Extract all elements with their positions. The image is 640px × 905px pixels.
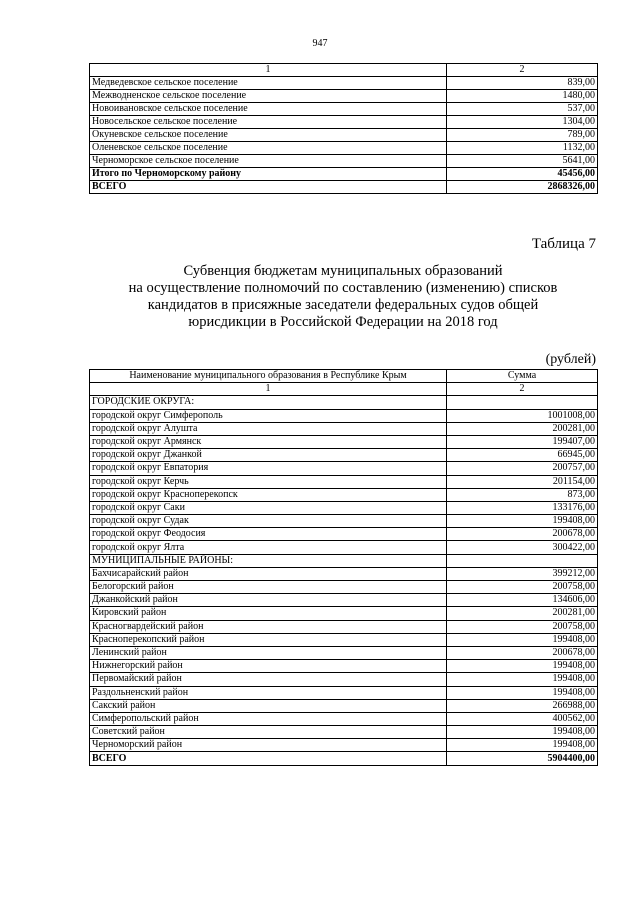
column-number-2: 2 (447, 383, 598, 396)
row-value: 1480,00 (447, 90, 598, 103)
row-name: Новосельское сельское поселение (90, 116, 447, 129)
table-row (90, 541, 598, 554)
row-name: Ленинский район (90, 646, 447, 659)
column-header-name: Наименование муниципального образования в Республике Крым (90, 370, 447, 383)
table-row (90, 103, 598, 116)
table-1-body (90, 64, 598, 194)
row-value: 199408,00 (447, 739, 598, 752)
row-name: Первомайский район (90, 673, 447, 686)
row-value: 201154,00 (447, 475, 598, 488)
section-empty-cell (447, 554, 598, 567)
row-name: городской округ Ялта (90, 541, 447, 554)
title-line: Субвенция бюджетам муниципальных образований (183, 263, 503, 279)
table-row (90, 462, 598, 475)
table-row (90, 699, 598, 712)
table-row (90, 581, 598, 594)
table-row (90, 90, 598, 103)
row-value: 199408,00 (447, 515, 598, 528)
row-value: 2868326,00 (447, 181, 598, 194)
row-name: Белогорский район (90, 581, 447, 594)
section-label: ГОРОДСКИЕ ОКРУГА: (90, 396, 447, 409)
row-name: Черноморское сельское поселение (90, 155, 447, 168)
section-row (90, 554, 598, 567)
row-value: 5904400,00 (447, 752, 598, 765)
row-value: 789,00 (447, 129, 598, 142)
table-row (90, 129, 598, 142)
row-name: городской округ Симферополь (90, 409, 447, 422)
table-row (90, 435, 598, 448)
subtotal-row (90, 168, 598, 181)
row-name: городской округ Красноперекопск (90, 488, 447, 501)
row-name: городской округ Армянск (90, 435, 447, 448)
table-row (90, 594, 598, 607)
table-row (90, 77, 598, 90)
row-value: 300422,00 (447, 541, 598, 554)
section-row (90, 396, 598, 409)
table-row (90, 686, 598, 699)
row-name: Бахчисарайский район (90, 567, 447, 580)
row-value: 199408,00 (447, 686, 598, 699)
row-value: 200758,00 (447, 581, 598, 594)
row-value: 134606,00 (447, 594, 598, 607)
row-value: 199407,00 (447, 435, 598, 448)
unit-label: (рублей) (545, 352, 596, 367)
row-value: 1304,00 (447, 116, 598, 129)
row-name: городской округ Алушта (90, 422, 447, 435)
table-7 (89, 369, 598, 766)
page-number: 947 (312, 38, 328, 49)
table-row (90, 726, 598, 739)
table-row (90, 739, 598, 752)
table-row (90, 488, 598, 501)
table-row (90, 155, 598, 168)
column-number-1: 1 (90, 383, 447, 396)
row-name: Черноморский район (90, 739, 447, 752)
row-name: городской округ Евпатория (90, 462, 447, 475)
row-value: 200757,00 (447, 462, 598, 475)
column-number-row (90, 383, 598, 396)
row-name: Оленевское сельское поселение (90, 142, 447, 155)
row-value: 1132,00 (447, 142, 598, 155)
column-header-sum: Сумма (447, 370, 598, 383)
table-row (90, 646, 598, 659)
row-value: 5641,00 (447, 155, 598, 168)
column-number-1: 1 (90, 64, 447, 77)
row-name: Итого по Черноморскому району (90, 168, 447, 181)
row-name: городской округ Джанкой (90, 449, 447, 462)
table-row (90, 449, 598, 462)
row-name: Медведевское сельское поселение (90, 77, 447, 90)
column-number-2: 2 (447, 64, 598, 77)
row-name: Новоивановское сельское поселение (90, 103, 447, 116)
row-value: 839,00 (447, 77, 598, 90)
row-value: 200281,00 (447, 422, 598, 435)
row-name: Раздольненский район (90, 686, 447, 699)
table-row (90, 712, 598, 725)
row-value: 45456,00 (447, 168, 598, 181)
table-row (90, 620, 598, 633)
row-name: Сакский район (90, 699, 447, 712)
row-name: Советский район (90, 726, 447, 739)
row-name: Джанкойский район (90, 594, 447, 607)
row-value: 200281,00 (447, 607, 598, 620)
row-name: городской округ Саки (90, 501, 447, 514)
table-header-row (90, 370, 598, 383)
table-row (90, 607, 598, 620)
row-name: городской округ Феодосия (90, 528, 447, 541)
row-value: 200678,00 (447, 646, 598, 659)
grand-total-row (90, 752, 598, 765)
table-row (90, 501, 598, 514)
row-value: 66945,00 (447, 449, 598, 462)
row-value: 199408,00 (447, 673, 598, 686)
row-name: городской округ Судак (90, 515, 447, 528)
row-value: 873,00 (447, 488, 598, 501)
row-name: Симферопольский район (90, 712, 447, 725)
row-value: 399212,00 (447, 567, 598, 580)
row-value: 537,00 (447, 103, 598, 116)
table-7-body (90, 370, 598, 766)
row-name: Нижнегорский район (90, 660, 447, 673)
table-label: Таблица 7 (531, 236, 596, 252)
table-row (90, 116, 598, 129)
grand-total-row (90, 181, 598, 194)
section-label: МУНИЦИПАЛЬНЫЕ РАЙОНЫ: (90, 554, 447, 567)
table-row (90, 660, 598, 673)
table-1-continuation (89, 63, 598, 194)
table-title (60, 263, 626, 331)
table-row (90, 409, 598, 422)
title-line: юрисдикции в Российской Федерации на 2018 год (188, 314, 498, 330)
table-row (90, 475, 598, 488)
title-line: на осуществление полномочий по составлению (изменению) списков (128, 280, 558, 296)
row-name: Окуневское сельское поселение (90, 129, 447, 142)
table-row (90, 528, 598, 541)
title-line: кандидатов в присяжные заседатели федеральных судов общей (147, 297, 539, 313)
row-name: Красноперекопский район (90, 633, 447, 646)
row-name: Красногвардейский район (90, 620, 447, 633)
table-row (90, 567, 598, 580)
table-row (90, 633, 598, 646)
row-value: 133176,00 (447, 501, 598, 514)
table-row (90, 422, 598, 435)
row-value: 266988,00 (447, 699, 598, 712)
row-name: ВСЕГО (90, 181, 447, 194)
row-name: Межводненское сельское поселение (90, 90, 447, 103)
table-row (90, 673, 598, 686)
row-name: ВСЕГО (90, 752, 447, 765)
row-value: 200758,00 (447, 620, 598, 633)
row-name: городской округ Керчь (90, 475, 447, 488)
row-value: 199408,00 (447, 660, 598, 673)
table-header-row (90, 64, 598, 77)
row-value: 1001008,00 (447, 409, 598, 422)
row-value: 200678,00 (447, 528, 598, 541)
row-value: 199408,00 (447, 726, 598, 739)
row-name: Кировский район (90, 607, 447, 620)
row-value: 400562,00 (447, 712, 598, 725)
table-row (90, 142, 598, 155)
section-empty-cell (447, 396, 598, 409)
table-row (90, 515, 598, 528)
row-value: 199408,00 (447, 633, 598, 646)
